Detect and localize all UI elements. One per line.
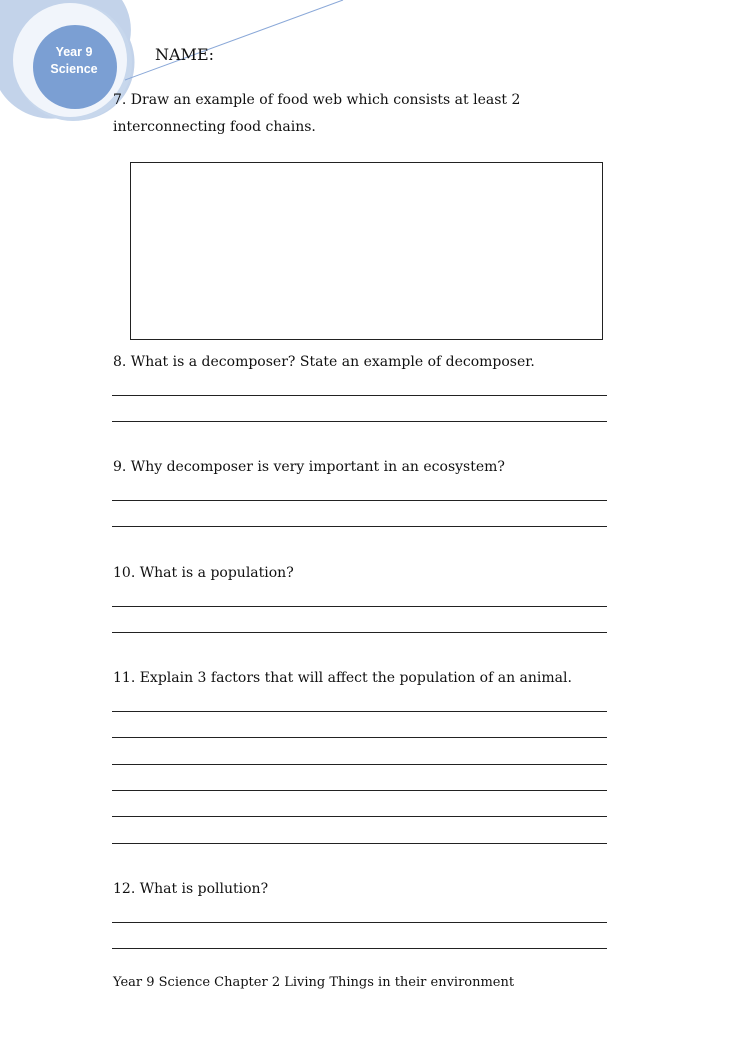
answer-line[interactable]	[112, 764, 607, 765]
question-12: 12. What is pollution?	[113, 881, 269, 897]
question-9: 9. Why decomposer is very important in an ecosystem?	[113, 459, 505, 475]
answer-line[interactable]	[112, 922, 607, 923]
question-7: 7. Draw an example of food web which consists at least 2 interconnecting food chains.	[113, 92, 521, 135]
question-8: 8. What is a decomposer? State an example of decomposer.	[113, 354, 535, 370]
question-11: 11. Explain 3 factors that will affect the population of an animal.	[113, 670, 572, 686]
answer-line[interactable]	[112, 395, 607, 396]
food-web-drawing-box[interactable]	[130, 162, 603, 340]
answer-line[interactable]	[112, 790, 607, 791]
answer-line[interactable]	[112, 843, 607, 844]
badge-line1: Year 9	[55, 45, 93, 59]
answer-line[interactable]	[112, 421, 607, 422]
question-10: 10. What is a population?	[113, 565, 294, 581]
answer-line[interactable]	[112, 737, 607, 738]
badge-line2: Science	[50, 62, 98, 76]
badge-label	[33, 44, 115, 78]
answer-line[interactable]	[112, 816, 607, 817]
answer-line[interactable]	[112, 606, 607, 607]
answer-line[interactable]	[112, 526, 607, 527]
answer-line[interactable]	[112, 948, 607, 949]
answer-line[interactable]	[112, 632, 607, 633]
page-footer: Year 9 Science Chapter 2 Living Things in their environment	[113, 975, 515, 990]
name-label: NAME:	[155, 45, 215, 64]
decorative-diagonal-line	[125, 0, 343, 80]
answer-line[interactable]	[112, 500, 607, 501]
answer-line[interactable]	[112, 711, 607, 712]
